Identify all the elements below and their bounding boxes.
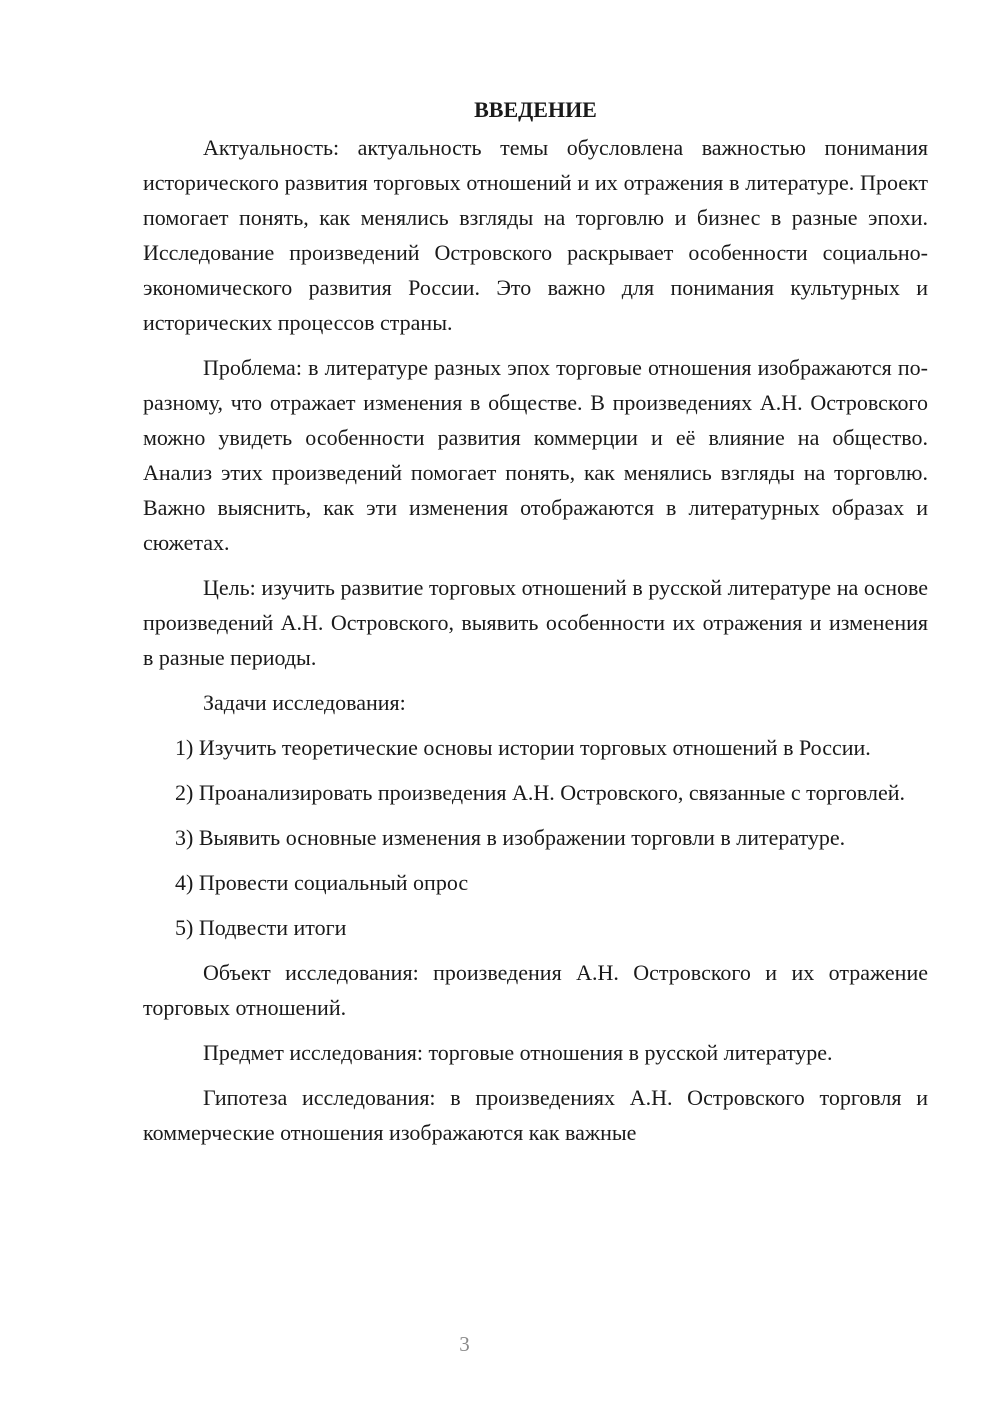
section-title: ВВЕДЕНИЕ xyxy=(474,97,597,122)
tasks-heading: Задачи исследования: xyxy=(203,690,406,715)
problem-paragraph: Проблема: в литературе разных эпох торговые отношения изображаются по-разному, что отражает изменения в обществе. В произведениях А.Н. Островского можно увидеть особенности развития коммерции и её влияние на общество. Анализ этих произведений помогает понять, как менялись взгляды на торговлю. Важно выяснить, как эти изменения отображаются в литературных образах и сюжетах. xyxy=(143,355,928,555)
page-number: 3 xyxy=(459,1332,470,1356)
task-item-3: 3) Выявить основные изменения в изображении торговли в литературе. xyxy=(175,825,846,850)
document-page xyxy=(143,90,928,1160)
relevance-paragraph: Актуальность: актуальность темы обусловлена важностью понимания исторического развития торговых отношений и их отражения в литературе. Проект помогает понять, как менялись взгляды на торговлю и бизнес в разные эпохи. Исследование произведений Островского раскрывает особенности социально-экономического развития России. Это важно для понимания культурных и исторических процессов страны. xyxy=(143,135,928,335)
task-item-4: 4) Провести социальный опрос xyxy=(175,870,469,895)
task-item-2: 2) Проанализировать произведения А.Н. Островского, связанные с торговлей. xyxy=(175,780,906,805)
task-item-1: 1) Изучить теоретические основы истории торговых отношений в России. xyxy=(175,735,871,760)
object-paragraph: Объект исследования: произведения А.Н. Островского и их отражение торговых отношений. xyxy=(143,960,928,1020)
task-item-5: 5) Подвести итоги xyxy=(175,915,347,940)
goal-paragraph: Цель: изучить развитие торговых отношений в русской литературе на основе произведений А.Н. Островского, выявить особенности их отражения и изменения в разные периоды. xyxy=(143,575,928,670)
subject-paragraph: Предмет исследования: торговые отношения в русской литературе. xyxy=(203,1040,833,1065)
hypothesis-paragraph: Гипотеза исследования: в произведениях А.Н. Островского торговля и коммерческие отношения изображаются как важные xyxy=(143,1085,928,1145)
